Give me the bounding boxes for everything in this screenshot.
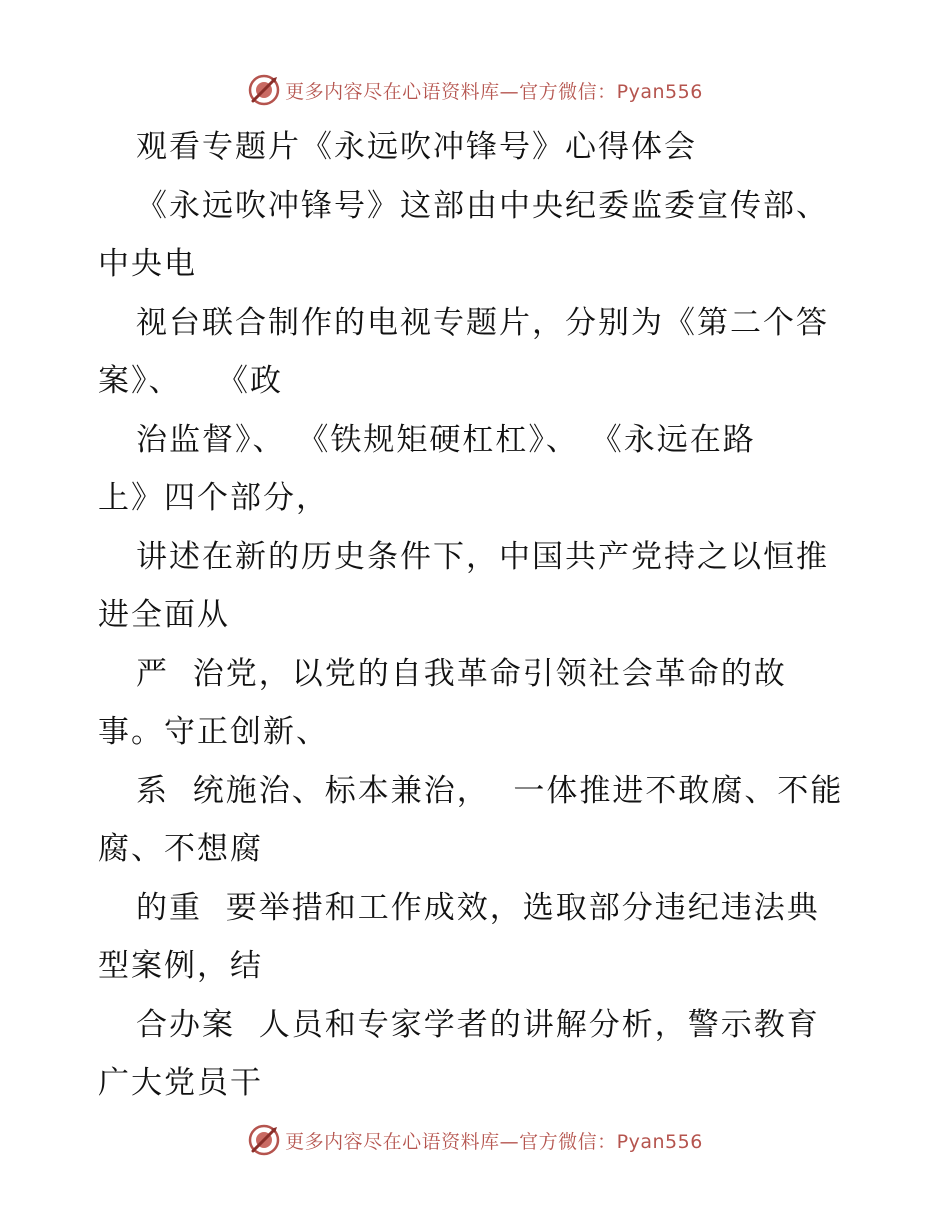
paragraph-line: 讲述在新的历史条件下，中国共产党持之以恒推 <box>136 539 829 575</box>
document-title: 观看专题片《永远吹冲锋号》心得体会 <box>136 129 697 165</box>
paragraph-line: 系 统施治、标本兼治， 一体推进不敢腐、不能 <box>136 773 844 809</box>
paragraph-line: 广大党员干 <box>98 1065 263 1101</box>
paragraph-line: 的重 要举措和工作成效，选取部分违纪违法典 <box>136 890 820 926</box>
paragraph-line: 案》、 《政 <box>98 363 284 399</box>
footer-watermark-text: 更多内容尽在心语资料库—官方微信：Pyan556 <box>285 1130 703 1153</box>
paragraph-line: 上》四个部分， <box>98 480 329 516</box>
paragraph-line: 型案例，结 <box>98 948 263 984</box>
paragraph-line: 严 治党，以党的自我革命引领社会革命的故 <box>136 656 787 692</box>
header-watermark-text: 更多内容尽在心语资料库—官方微信：Pyan556 <box>285 80 703 103</box>
brush-pen-logo-icon <box>247 1123 281 1157</box>
brush-pen-logo-icon <box>247 73 281 107</box>
paragraph-line: 事。守正创新、 <box>98 714 329 750</box>
paragraph-line: 进全面从 <box>98 597 230 633</box>
header-watermark-banner <box>0 70 950 110</box>
paragraph-line: 治监督》、 《铁规矩硬杠杠》、 《永远在路 <box>136 422 756 458</box>
paragraph-line: 腐、不想腐 <box>98 831 263 867</box>
paragraph-line: 《永远吹冲锋号》这部由中央纪委监委宣传部、 <box>136 188 829 224</box>
paragraph-line: 中央电 <box>98 246 197 282</box>
footer-watermark-banner <box>0 1120 950 1160</box>
paragraph-line: 合办案 人员和专家学者的讲解分析，警示教育 <box>136 1007 820 1043</box>
paragraph-line: 视台联合制作的电视专题片，分别为《第二个答 <box>136 305 829 341</box>
